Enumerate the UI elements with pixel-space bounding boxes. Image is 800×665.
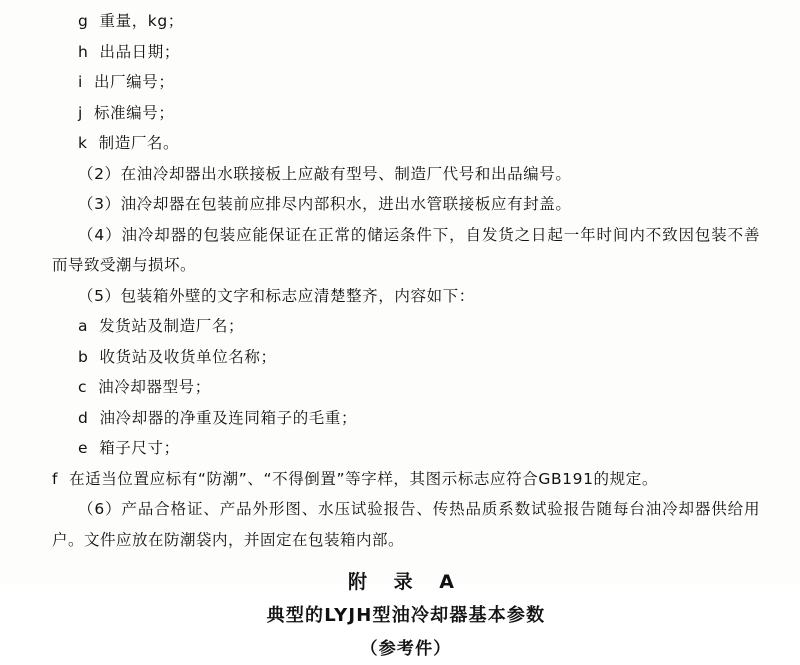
list-item: h 出品日期； [78,42,180,61]
paragraph-4-text: （4）油冷却器的包装应能保证在正常的储运条件下，自发货之日起一年时间内不致因包装不善而导致受潮与损坏。 [52,225,760,274]
sub-item: b 收货站及收货单位名称； [78,347,277,366]
sub-item: e 箱子尺寸； [78,439,180,457]
sub-item: a 发货站及制造厂名； [78,317,245,335]
numbered-item: （2）在油冷却器出水联接板上应敲有型号、制造厂代号和出品编号。 [78,164,572,183]
sub-item: f 在适当位置应标有“防潮”、“不得倒置”等字样，其图示标志应符合GB191的规定。 [52,469,658,488]
list-item: g 重量，kg； [78,12,184,30]
sub-item: d 油冷却器的净重及连同箱子的毛重； [78,408,358,427]
appendix-note: （参考件） [360,639,452,659]
paragraph-4 [52,220,760,281]
appendix-title: 附 录 A [348,571,464,593]
paragraph-6 [52,494,760,555]
list-item: j 标准编号； [78,103,175,122]
item-5-intro: （5）包装箱外壁的文字和标志应清楚整齐，内容如下： [78,286,475,305]
appendix-subtitle: 典型的LYJH型油冷却器基本参数 [266,605,546,626]
list-item: k 制造厂名。 [78,134,180,152]
list-item: i 出厂编号； [78,73,175,91]
paragraph-6-text: （6）产品合格证、产品外形图、水压试验报告、传热品质系数试验报告随每台油冷却器供给用户。文件应放在防潮袋内，并固定在包装箱内部。 [52,500,760,549]
numbered-item: （3）油冷却器在包装前应排尽内部积水，进出水管联接板应有封盖。 [78,195,572,213]
sub-item: c 油冷却器型号； [78,378,211,396]
